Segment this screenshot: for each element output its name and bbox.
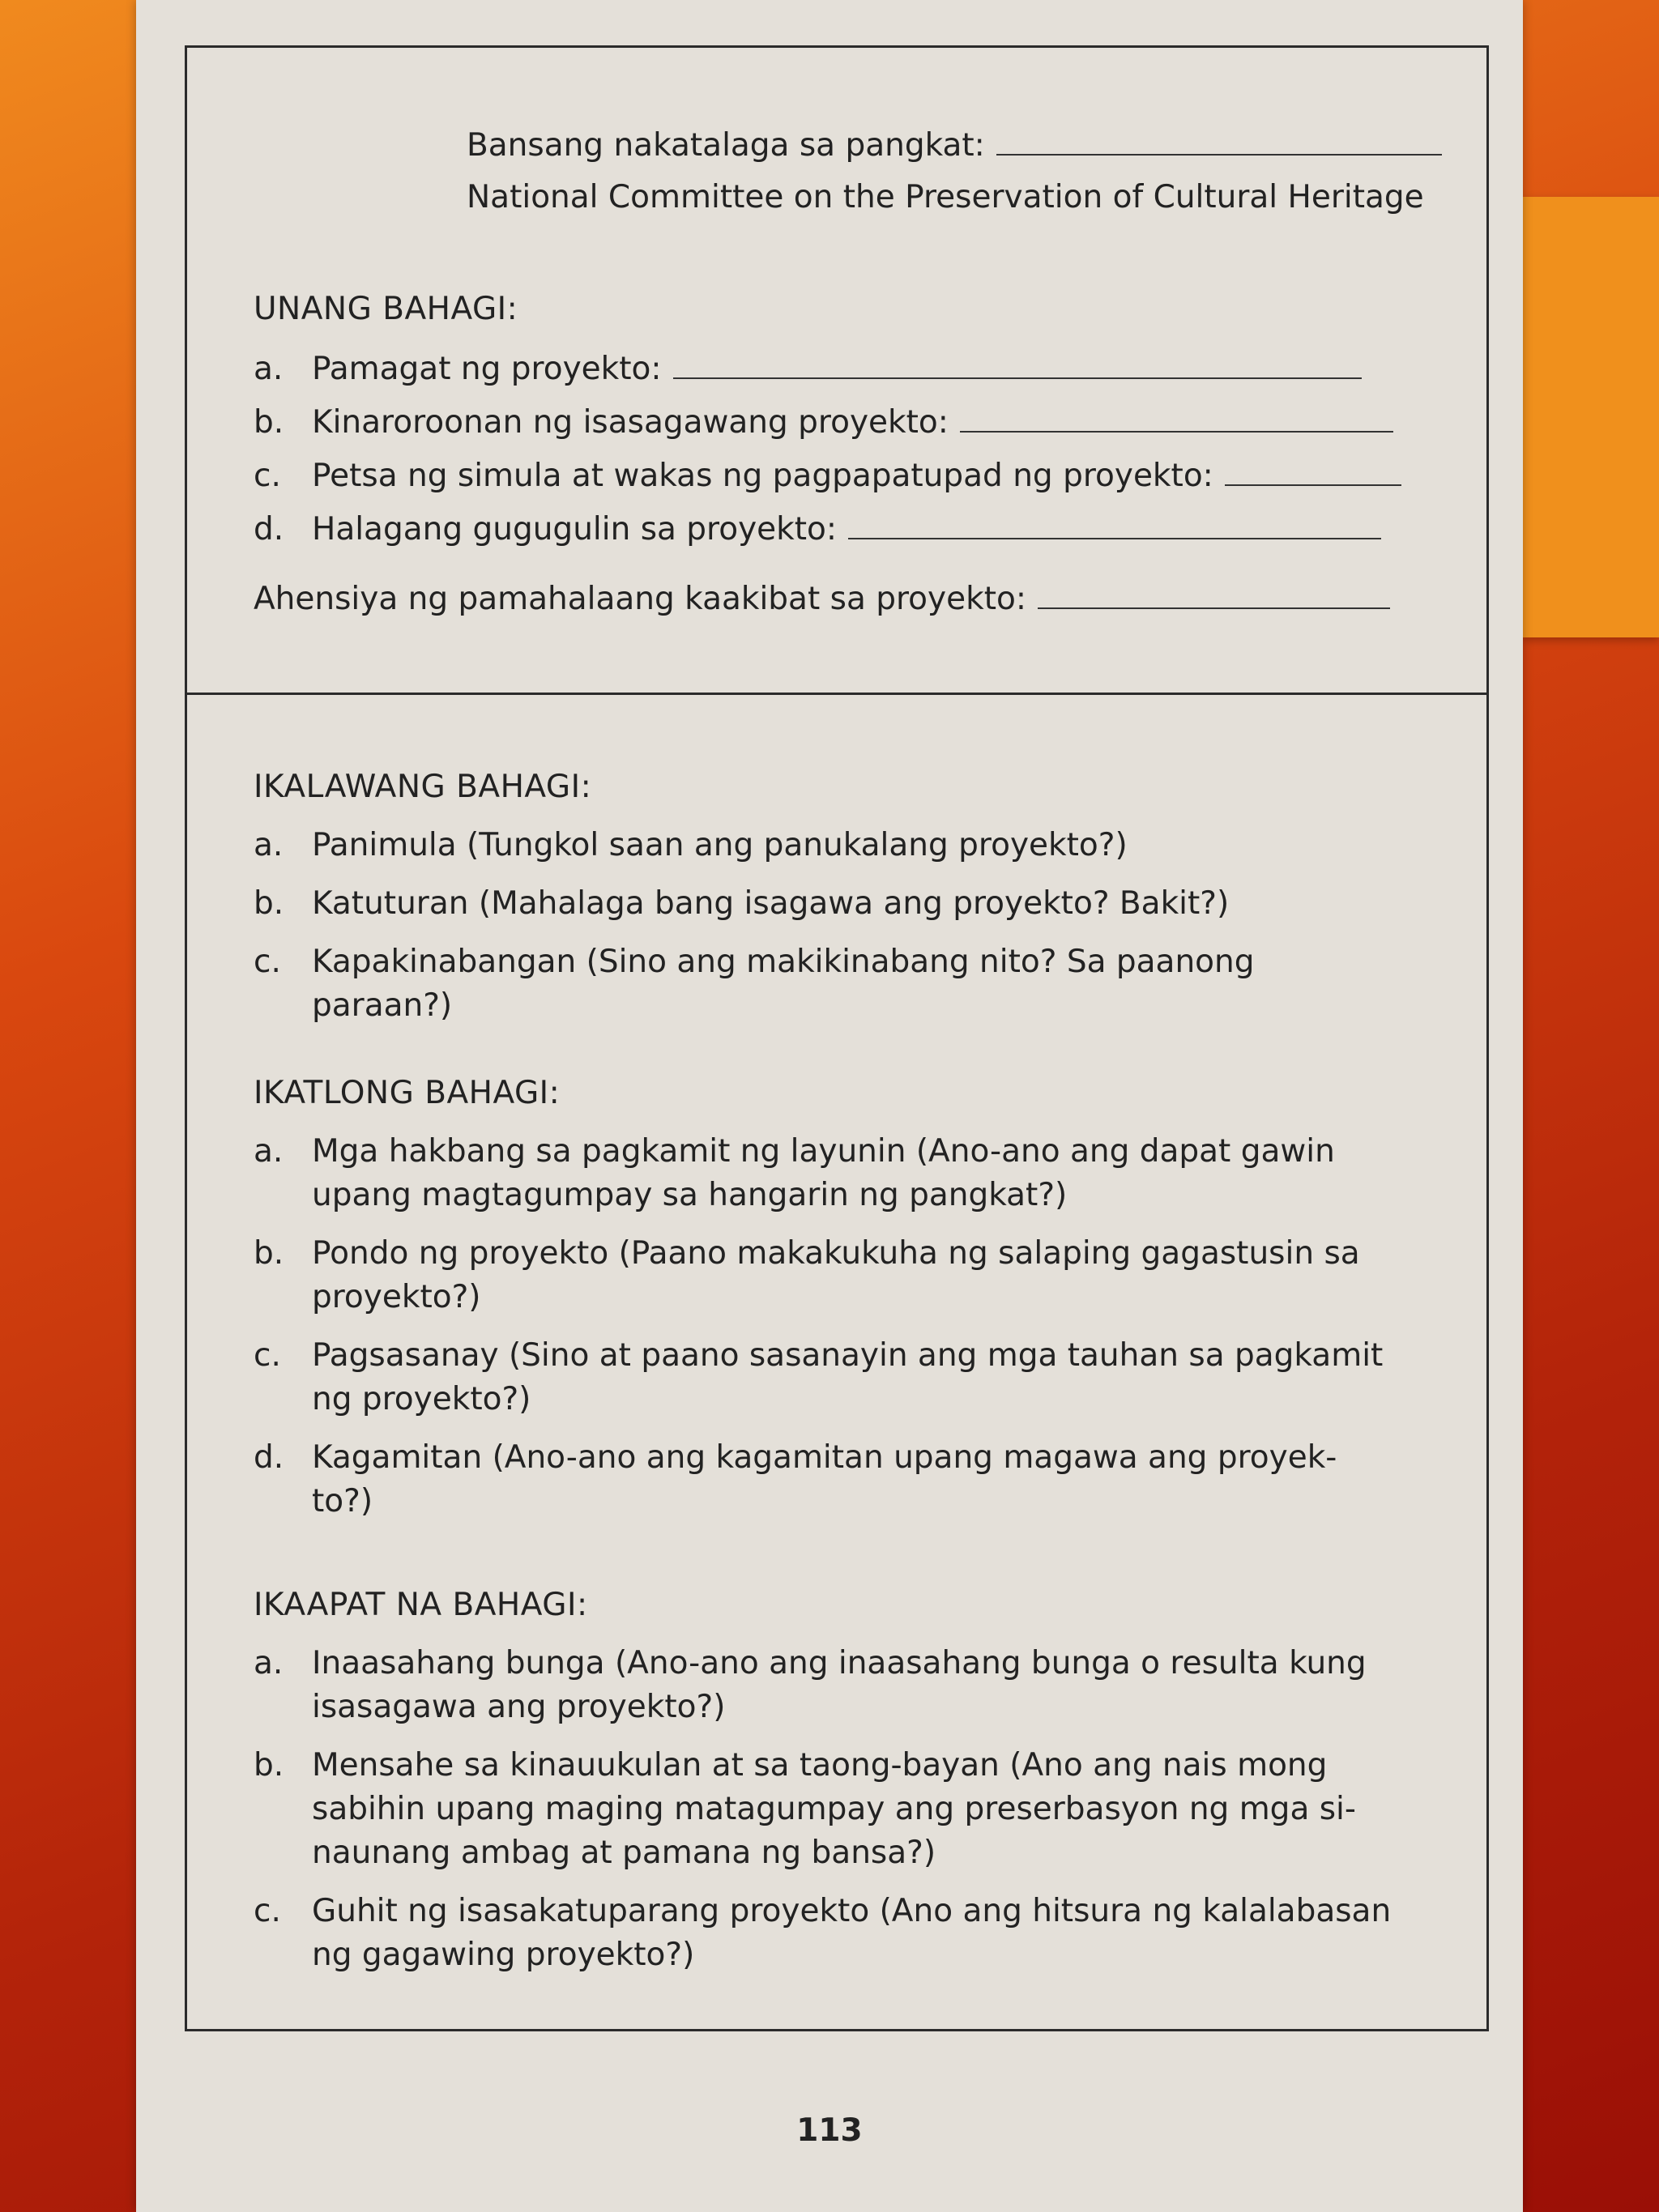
item-letter: a. xyxy=(254,1645,284,1681)
part2-item-c xyxy=(254,940,1469,1028)
item-text-line1: Guhit ng isasakatuparang proyekto (Ano ang hitsura ng kalalabasan xyxy=(312,1893,1392,1929)
part1-item-c xyxy=(254,454,1469,498)
item-text-line2: sabihin upang maging matagumpay ang preserbasyon ng mga si- xyxy=(312,1791,1356,1827)
form-frame xyxy=(185,45,1489,2031)
part4-heading: IKAAPAT NA BAHAGI: xyxy=(254,1587,588,1623)
answer-blank xyxy=(673,353,1362,379)
item-letter: d. xyxy=(254,511,284,548)
part1-item-b xyxy=(254,401,1469,445)
item-text-line2: paraan?) xyxy=(312,987,453,1024)
item-text: Kinaroroonan ng isasagawang proyekto: xyxy=(312,404,949,441)
agency-blank xyxy=(1038,583,1390,609)
item-text-line2: isasagawa ang proyekto?) xyxy=(312,1689,726,1725)
country-label: Bansang nakatalaga sa pangkat: xyxy=(467,127,985,164)
answer-blank xyxy=(848,514,1381,539)
answer-blank xyxy=(960,407,1393,433)
agency-line xyxy=(254,578,1390,621)
document-page xyxy=(136,0,1523,2212)
part2-heading: IKALAWANG BAHAGI: xyxy=(254,769,592,805)
background-accent-tab xyxy=(1523,197,1659,637)
country-label-line xyxy=(467,124,1442,168)
item-text-line1: Pondo ng proyekto (Paano makakukuha ng salaping gagastusin sa xyxy=(312,1235,1360,1272)
part3-item-c xyxy=(254,1334,1469,1421)
part3-item-b xyxy=(254,1232,1469,1319)
agency-label: Ahensiya ng pamahalaang kaakibat sa proyekto: xyxy=(254,581,1026,617)
part3-heading: IKATLONG BAHAGI: xyxy=(254,1075,561,1111)
item-text-line1: Pagsasanay (Sino at paano sasanayin ang mga tauhan sa pagkamit xyxy=(312,1337,1384,1374)
part1-item-d xyxy=(254,508,1469,552)
item-text-line2: ng gagawing proyekto?) xyxy=(312,1937,695,1973)
part4-item-b xyxy=(254,1744,1469,1875)
part4-item-a xyxy=(254,1642,1469,1729)
item-text: Halagang gugugulin sa proyekto: xyxy=(312,511,838,548)
item-letter: b. xyxy=(254,885,284,922)
item-text-line1: Mensahe sa kinauukulan at sa taong-bayan (Ano ang nais mong xyxy=(312,1747,1328,1784)
item-text-line3: naunang ambag at pamana ng bansa?) xyxy=(312,1835,936,1871)
item-letter: a. xyxy=(254,351,284,387)
item-text-line2: upang magtagumpay sa hangarin ng pangkat?) xyxy=(312,1177,1068,1213)
item-letter: d. xyxy=(254,1439,284,1476)
item-letter: a. xyxy=(254,1133,284,1170)
part3-item-d xyxy=(254,1436,1469,1524)
item-text: Panimula (Tungkol saan ang panukalang proyekto?) xyxy=(312,827,1128,863)
section-divider xyxy=(187,693,1486,695)
answer-blank xyxy=(1225,460,1401,486)
item-letter: b. xyxy=(254,1235,284,1272)
part2-item-b xyxy=(254,882,1469,926)
item-text-line1: Kagamitan (Ano-ano ang kagamitan upang magawa ang proyek- xyxy=(312,1439,1337,1476)
part3-item-a xyxy=(254,1130,1469,1217)
item-text-line1: Kapakinabangan (Sino ang makikinabang nito? Sa paanong xyxy=(312,944,1255,980)
item-text: Pamagat ng proyekto: xyxy=(312,351,662,387)
item-text-line2: ng proyekto?) xyxy=(312,1381,531,1417)
part4-item-c xyxy=(254,1890,1469,1977)
page-number: 113 xyxy=(796,2112,863,2149)
item-letter: c. xyxy=(254,1337,281,1374)
part2-item-a xyxy=(254,824,1469,867)
item-text: Katuturan (Mahalaga bang isagawa ang proyekto? Bakit?) xyxy=(312,885,1230,922)
item-letter: c. xyxy=(254,1893,281,1929)
item-text-line1: Mga hakbang sa pagkamit ng layunin (Ano-ano ang dapat gawin xyxy=(312,1133,1335,1170)
item-letter: a. xyxy=(254,827,284,863)
committee-name: National Committee on the Preservation of Cultural Heritage xyxy=(467,179,1424,215)
country-blank xyxy=(996,130,1442,156)
part1-item-a xyxy=(254,347,1469,391)
item-text-line2: proyekto?) xyxy=(312,1279,481,1315)
item-text-line2: to?) xyxy=(312,1483,373,1519)
item-letter: c. xyxy=(254,458,281,494)
item-letter: b. xyxy=(254,1747,284,1784)
part1-heading: UNANG BAHAGI: xyxy=(254,291,518,327)
item-text-line1: Inaasahang bunga (Ano-ano ang inaasahang bunga o resulta kung xyxy=(312,1645,1367,1681)
item-text: Petsa ng simula at wakas ng pagpapatupad ng proyekto: xyxy=(312,458,1213,494)
item-letter: c. xyxy=(254,944,281,980)
item-letter: b. xyxy=(254,404,284,441)
